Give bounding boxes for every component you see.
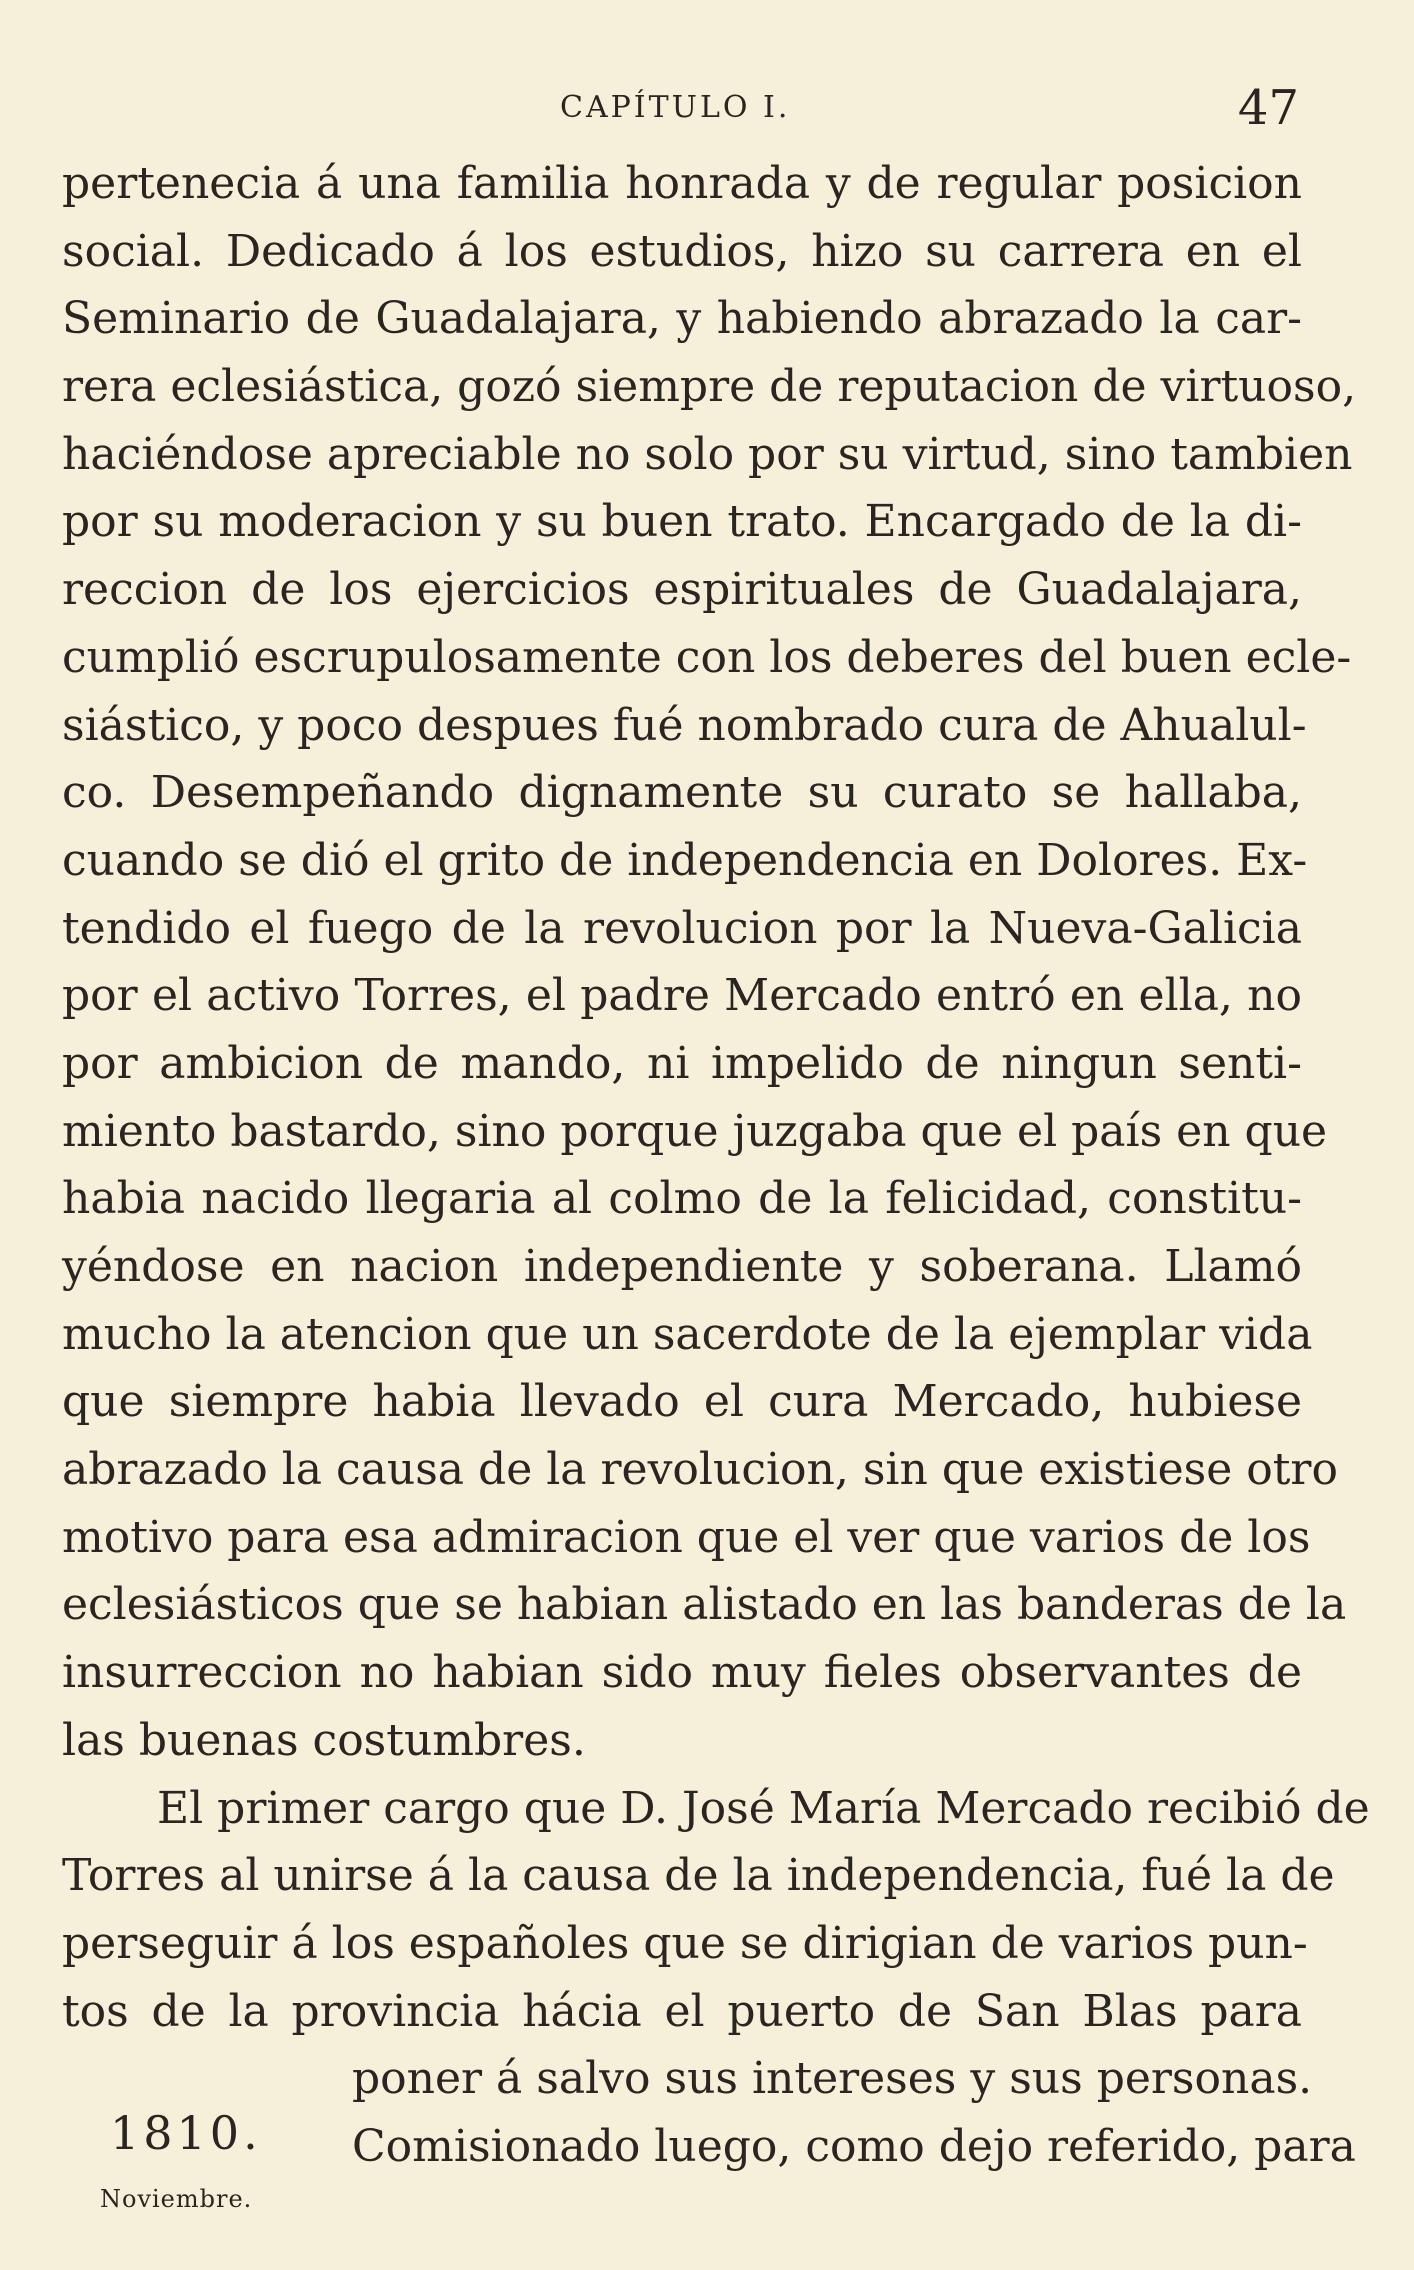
text-line: mucho la atencion que un sacerdote de la ejemplar vida — [62, 1308, 1313, 1360]
text-line: por el activo Torres, el padre Mercado entró en ella, no — [62, 970, 1302, 1022]
text-line: co. Desempeñando dignamente su curato se hallaba, — [62, 767, 1302, 819]
text-line: Comisionado luego, como dejo referido, para — [352, 2120, 1356, 2172]
text-line: social. Dedicado á los estudios, hizo su carrera en el — [62, 225, 1302, 277]
text-line: Torres al unirse á la causa de la independencia, fué la de — [62, 1850, 1335, 1902]
text-line: perseguir á los españoles que se dirigian de varios pun- — [62, 1917, 1308, 1969]
text-line: insurreccion no habian sido muy fieles observantes de — [62, 1647, 1302, 1699]
margin-note-year: 1810. — [110, 2106, 262, 2160]
text-line: siástico, y poco despues fué nombrado cura de Ahualul- — [62, 699, 1307, 751]
text-line: cuando se dió el grito de independencia en Dolores. Ex- — [62, 834, 1308, 886]
text-line: Seminario de Guadalajara, y habiendo abrazado la car- — [62, 293, 1302, 345]
text-line: haciéndose apreciable no solo por su virtud, sino tambien — [62, 428, 1353, 480]
text-line: rera eclesiástica, gozó siempre de reputacion de virtuoso, — [62, 361, 1357, 413]
running-title: CAPÍTULO I. — [560, 90, 791, 125]
text-line: poner á salvo sus intereses y sus personas. — [352, 2053, 1313, 2105]
text-line: tos de la provincia hácia el puerto de San Blas para — [62, 1985, 1302, 2037]
text-line: yéndose en nacion independiente y soberana. Llamó — [62, 1241, 1302, 1292]
margin-note-month: Noviembre. — [100, 2185, 253, 2213]
text-line: pertenecia á una familia honrada y de regular posicion — [62, 158, 1302, 209]
text-line: El primer cargo que D. José María Mercado recibió de — [157, 1782, 1370, 1834]
page-header — [0, 80, 1414, 140]
text-line: tendido el fuego de la revolucion por la Nueva-Galicia — [62, 902, 1302, 954]
body-text — [62, 150, 1370, 2181]
text-line: las buenas costumbres. — [62, 1714, 586, 1766]
text-line: por ambicion de mando, ni impelido de ningun senti- — [62, 1037, 1302, 1089]
text-line: cumplió escrupulosamente con los deberes del buen ecle- — [62, 631, 1352, 683]
page-number: 47 — [1237, 80, 1299, 136]
text-line: reccion de los ejercicios espirituales de Guadalajara, — [62, 564, 1302, 616]
text-line: eclesiásticos que se habian alistado en las banderas de la — [62, 1579, 1347, 1631]
text-line: que siempre habia llevado el cura Mercado, hubiese — [62, 1376, 1302, 1428]
text-line: motivo para esa admiracion que el ver que varios de los — [62, 1511, 1311, 1563]
text-line: abrazado la causa de la revolucion, sin que existiese otro — [62, 1444, 1338, 1496]
text-line: miento bastardo, sino porque juzgaba que el país en que — [62, 1105, 1328, 1157]
text-line: habia nacido llegaria al colmo de la felicidad, constitu- — [62, 1173, 1302, 1225]
text-line: por su moderacion y su buen trato. Encargado de la di- — [62, 496, 1302, 548]
